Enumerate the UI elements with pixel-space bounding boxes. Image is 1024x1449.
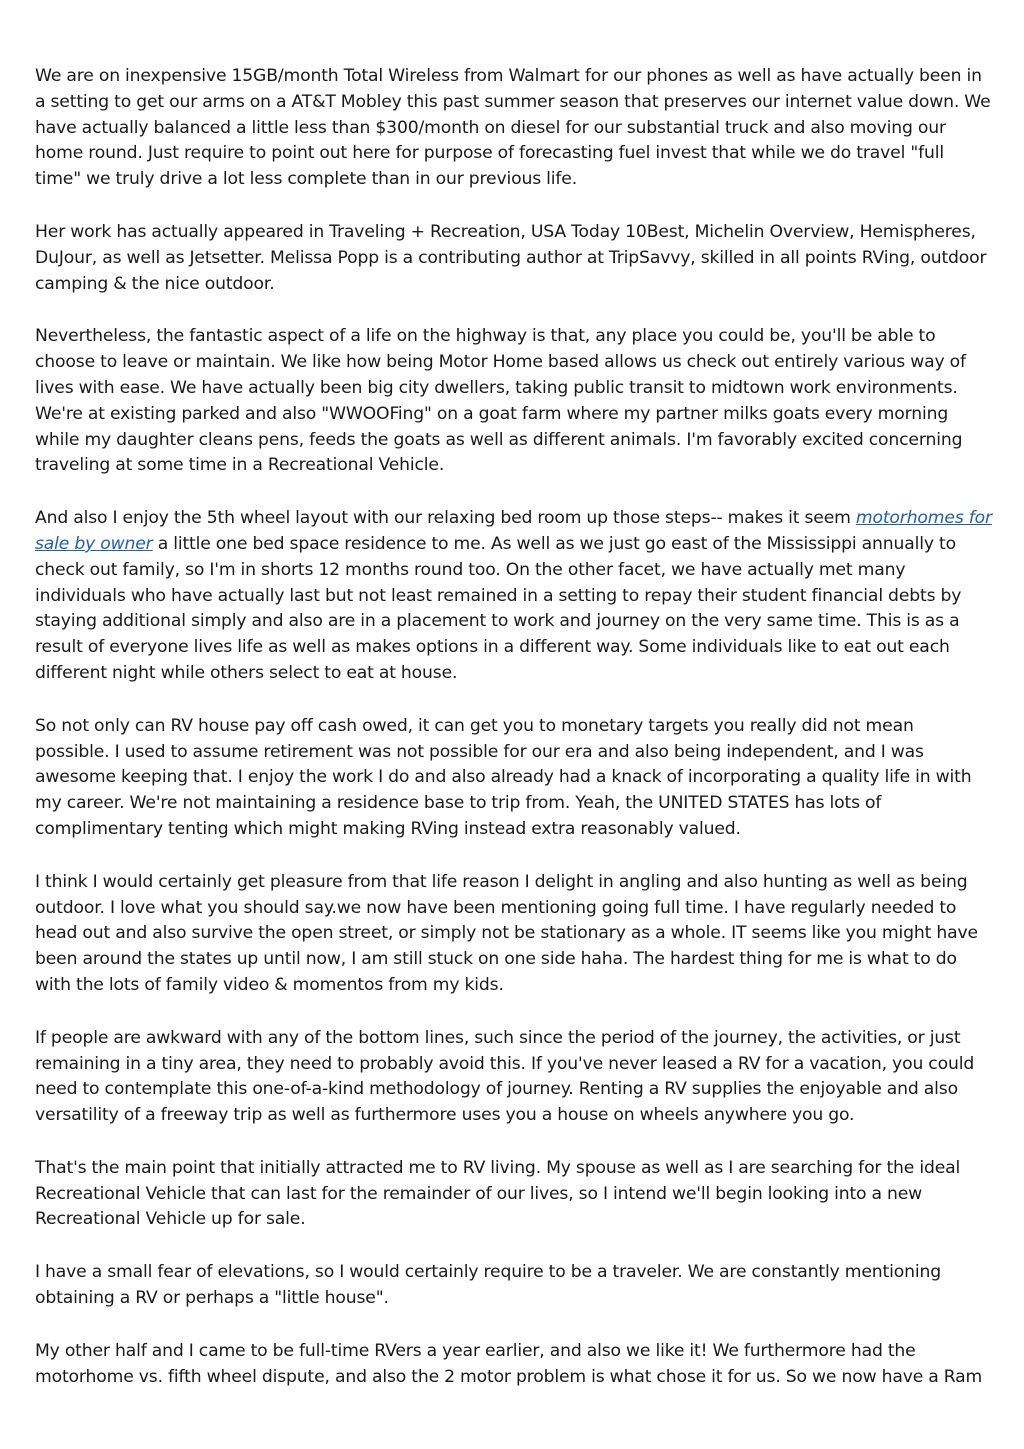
paragraph-9: I have a small fear of elevations, so I would certainly require to be a traveler. We are constantly mentioning obtaining a RV or perhaps a "little house". (35, 1262, 941, 1309)
paragraph-4 (35, 506, 992, 687)
paragraph-10: My other half and I came to be full-time RVers a year earlier, and also we like it! We furthermore had the motorhome vs. fifth wheel dispute, and also the 2 motor problem is what chose it for us. So we now have a Ram (35, 1340, 983, 1387)
paragraph-5: So not only can RV house pay off cash owed, it can get you to monetary targets you really did not mean possible. I used to assume retirement was not possible for our era and also being independent, and I was awesome keeping that. I enjoy the work I do and also already had a knack of incorporating a quality life in with my career. We're not maintaining a residence base to trip from. Yeah, the UNITED STATES has lots of complimentary tenting which might making RVing instead extra reasonably valued. (35, 715, 972, 839)
paragraph-6: I think I would certainly get pleasure from that life reason I delight in angling and also hunting as well as being outdoor. I love what you should say.we now have been mentioning going full time. I have regularly needed to head out and also survive the open street, or simply not be stationary as a whole. IT seems like you might have been around the states up until now, I am still stuck on one side haha. The hardest thing for me is what to do with the lots of family video & momentos from my kids. (35, 871, 978, 995)
paragraph-8: That's the main point that initially attracted me to RV living. My spouse as well as I are searching for the ideal Recreational Vehicle that can last for the remainder of our lives, so I intend we'll begin looking into a new Recreational Vehicle up for sale. (35, 1157, 961, 1230)
paragraph-4-text-before: And also I enjoy the 5th wheel layout with our relaxing bed room up those steps-- makes it seem (35, 508, 856, 529)
motorhomes-for-sale-link[interactable]: motorhomes for sale by owner (35, 508, 992, 554)
paragraph-4-text-after: a little one bed space residence to me. As well as we just go east of the Mississippi annually to check out family, so I'm in shorts 12 months round too. On the other facet, we have actually met many individuals who have actually last but not least remained in a setting to repay their student financial debts by staying additional simply and also are in a placement to work and journey on the very same time. This is as a result of everyone lives life as well as makes options in a different way. Some individuals like to eat out each different night while others select to eat at house. (35, 533, 962, 683)
paragraph-2: Her work has actually appeared in Traveling + Recreation, USA Today 10Best, Michelin Overview, Hemispheres, DuJour, as well as Jetsetter. Melissa Popp is a contributing author at TripSavvy, skilled in all points RVing, outdoor camping & the nice outdoor. (35, 221, 987, 294)
paragraph-1: We are on inexpensive 15GB/month Total Wireless from Walmart for our phones as well as have actually been in a setting to get our arms on a AT&T Mobley this past summer season that preserves our internet value down. We have actually balanced a little less than $300/month on diesel for our substantial truck and also moving our home round. Just require to point out here for purpose of forecasting fuel invest that while we do travel "full time" we truly drive a lot less complete than in our previous life. (35, 66, 991, 190)
paragraph-3: Nevertheless, the fantastic aspect of a life on the highway is that, any place you could be, you'll be able to choose to leave or maintain. We like how being Motor Home based allows us check out entirely various way of lives with ease. We have actually been big city dwellers, taking public transit to midtown work environments. We're at existing parked and also "WWOOFing" on a goat farm where my partner milks goats every morning while my daughter cleans pens, feeds the goats as well as different animals. I'm favorably excited concerning traveling at some time in a Recreational Vehicle. (35, 326, 966, 476)
paragraph-7: If people are awkward with any of the bottom lines, such since the period of the journey, the activities, or just remaining in a tiny area, they need to probably avoid this. If you've never leased a RV for a vacation, you could need to contemplate this one-of-a-kind methodology of journey. Renting a RV supplies the enjoyable and also versatility of a freeway trip as well as furthermore uses you a house on wheels anywhere you go. (35, 1027, 975, 1126)
